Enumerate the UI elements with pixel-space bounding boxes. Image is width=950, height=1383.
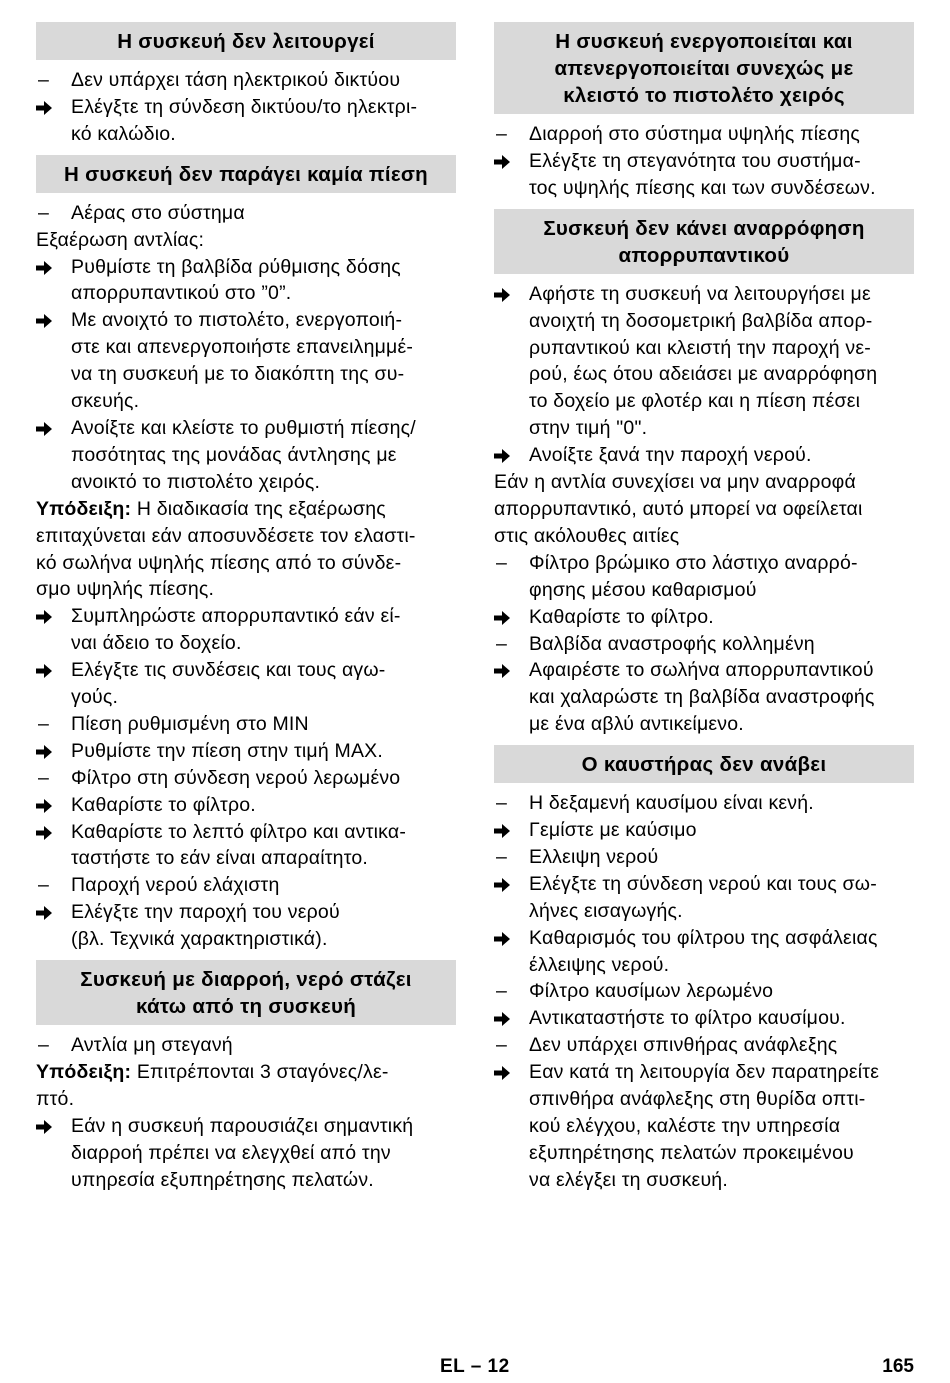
item-text: Δεν υπάρχει σπινθήρας ανάφλεξης xyxy=(529,1034,838,1057)
remedy-item xyxy=(494,657,914,738)
remedy-item xyxy=(494,281,914,442)
section-heading: Η συσκευή ενεργοποιείται και απενεργοποιείται συνεχώς με κλειστό το πιστολέτο χειρός xyxy=(494,22,914,114)
dash-marker: – xyxy=(38,201,50,224)
cause-item xyxy=(36,711,456,738)
remedy-item xyxy=(494,871,914,925)
arrow-right-icon xyxy=(494,288,510,302)
arrow-right-icon xyxy=(36,906,52,920)
right-column xyxy=(494,22,914,1194)
item-text: Βαλβίδα αναστροφής κολλημένη xyxy=(529,632,815,655)
cause-item xyxy=(494,844,914,871)
dash-marker: – xyxy=(496,1034,508,1057)
item-text: Ανοίξτε ξανά την παροχή νερού. xyxy=(529,444,812,467)
dash-marker: – xyxy=(496,792,508,815)
cause-item xyxy=(494,978,914,1005)
section-heading: Η συσκευή δεν λειτουργεί xyxy=(36,22,456,60)
item-text: Φίλτρο βρώμικο στο λάστιχο αναρρό- φησης μέσου καθαρισμού xyxy=(529,551,858,601)
item-text: Καθαρίστε το φίλτρο. xyxy=(71,793,256,816)
remedy-item xyxy=(494,148,914,202)
section-spacer xyxy=(36,953,456,960)
item-text: Ελέγξτε τη σύνδεση νερού και τους σω- λήνες εισαγωγής. xyxy=(529,872,877,922)
dash-marker: – xyxy=(38,69,50,91)
arrow-right-icon xyxy=(494,611,510,625)
section-spacer xyxy=(494,738,914,745)
item-text: Συμπληρώστε απορρυπαντικό εάν εί- ναι άδειο το δοχείο. xyxy=(71,605,401,655)
cause-item xyxy=(494,550,914,604)
cause-item xyxy=(36,200,456,227)
remedy-item xyxy=(36,1113,456,1194)
arrow-right-icon xyxy=(494,1012,510,1026)
dash-marker: – xyxy=(38,766,50,789)
item-text: Ρυθμίστε τη βαλβίδα ρύθμισης δόσης απορρυπαντικού στο ”0”. xyxy=(71,255,401,305)
item-text: Διαρροή στο σύστημα υψηλής πίεσης xyxy=(529,123,861,145)
remedy-item xyxy=(494,1059,914,1194)
item-text: Εάν η αντλία συνεχίσει να μην αναρροφά απορρυπαντικό, αυτό μπορεί να οφείλεται στις ακόλουθες αιτίες xyxy=(494,471,863,547)
remedy-item xyxy=(494,604,914,631)
item-text: Δεν υπάρχει τάση ηλεκτρικού δικτύου xyxy=(71,69,401,91)
cause-item xyxy=(494,631,914,658)
arrow-right-icon xyxy=(494,664,510,678)
item-text: Καθαρίστε το φίλτρο. xyxy=(529,605,714,628)
arrow-right-icon xyxy=(494,1066,510,1080)
arrow-right-icon xyxy=(36,610,52,624)
remedy-item xyxy=(36,792,456,819)
arrow-right-icon xyxy=(494,932,510,946)
arrow-right-icon xyxy=(36,101,52,115)
arrow-right-icon xyxy=(494,155,510,169)
item-text: Φίλτρο καυσίμων λερωμένο xyxy=(529,980,774,1003)
item-text: Αφαιρέστε το σωλήνα απορρυπαντικού και χαλαρώστε τη βαλβίδα αναστροφής με ένα αβλύ αντικείμενο. xyxy=(529,659,875,736)
arrow-right-icon xyxy=(36,799,52,813)
item-text: Ελέγξτε τις συνδέσεις και τους αγω- γούς. xyxy=(71,659,386,709)
item-text: Εάν η συσκευή παρουσιάζει σημαντική διαρροή πρέπει να ελεγχθεί από την υπηρεσία εξυπηρέτησης πελατών. xyxy=(71,1114,414,1191)
item-text: Καθαρίστε το λεπτό φίλτρο και αντικα- ταστήστε το εάν είναι απαραίτητο. xyxy=(71,820,407,870)
left-column xyxy=(36,22,456,1194)
cause-item xyxy=(36,765,456,792)
cause-item xyxy=(494,790,914,817)
item-text: Αφήστε τη συσκευή να λειτουργήσει με ανοιχτή τη δοσομετρική βαλβίδα απορ- ρυπαντικού και κλειστή την παροχή νε- ρού, έως ότου αδειάσει με αναρρόφηση το δοχείο με φλοτέρ και η πίεση πέσει στην τιμή "0". xyxy=(529,282,878,440)
dash-marker: – xyxy=(496,551,508,574)
dash-marker: – xyxy=(38,1034,50,1057)
arrow-right-icon xyxy=(36,314,52,328)
item-text: Η δεξαμενή καυσίμου είναι κενή. xyxy=(529,792,814,815)
remedy-item xyxy=(36,819,456,873)
dash-marker: – xyxy=(496,980,508,1003)
cause-item xyxy=(494,1032,914,1059)
remedy-item xyxy=(36,415,456,496)
item-text: Ελέγξτε την παροχή του νερού (βλ. Τεχνικά χαρακτηριστικά). xyxy=(71,901,340,951)
item-text: Η διαδικασία της εξαέρωσης επιταχύνεται εάν αποσυνδέσετε τον ελαστι- κό σωλήνα υψηλής πίεσης από το σύνδε- σμο υψηλής πίεσης. xyxy=(36,497,416,601)
cause-item xyxy=(494,121,914,148)
dash-marker: – xyxy=(496,845,508,868)
section-heading: Ο καυστήρας δεν ανάβει xyxy=(494,745,914,783)
text-paragraph xyxy=(494,469,914,550)
item-text: Αέρας στο σύστημα xyxy=(71,201,245,224)
section-spacer xyxy=(494,202,914,209)
note-label: Υπόδειξη: xyxy=(36,497,132,520)
footer-page-number: 165 xyxy=(882,1356,914,1377)
remedy-item xyxy=(494,817,914,844)
note-paragraph xyxy=(36,496,456,604)
text-paragraph xyxy=(36,227,456,254)
cause-item xyxy=(36,1032,456,1059)
remedy-item xyxy=(494,442,914,469)
arrow-right-icon xyxy=(36,422,52,436)
item-text: Πίεση ρυθμισμένη στο MIN xyxy=(71,712,309,735)
arrow-right-icon xyxy=(36,745,52,759)
arrow-right-icon xyxy=(36,261,52,275)
dash-marker: – xyxy=(496,123,508,145)
item-text: Επιτρέπονται 3 σταγόνες/λε- πτό. xyxy=(36,1061,389,1110)
arrow-right-icon xyxy=(494,878,510,892)
item-text: Εαν κατά τη λειτουργία δεν παρατηρείτε σπινθήρα ανάφλεξης στη θυρίδα οπτι- κού ελέγχου, καλέστε την υπηρεσία εξυπηρέτησης πελατών προκειμένου να ελέγξει τη συσκευή. xyxy=(529,1061,880,1191)
dash-marker: – xyxy=(38,874,50,897)
arrow-right-icon xyxy=(494,824,510,838)
note-label: Υπόδειξη: xyxy=(36,1061,132,1083)
remedy-item xyxy=(494,1005,914,1032)
remedy-item xyxy=(36,254,456,308)
item-text: Φίλτρο στη σύνδεση νερού λερωμένο xyxy=(71,766,401,789)
arrow-right-icon xyxy=(36,664,52,678)
item-text: Με ανοιχτό το πιστολέτο, ενεργοποιή- στε και απενεργοποιήστε επανειλημμέ- να τη συσκευή με το διακόπτη της συ- σκευής. xyxy=(71,309,414,413)
section-heading: Συσκευή με διαρροή, νερό στάζει κάτω από τη συσκευή xyxy=(36,960,456,1025)
item-text: Αντλία μη στεγανή xyxy=(71,1034,233,1057)
item-text: Ελλειψη νερού xyxy=(529,845,659,868)
remedy-item xyxy=(36,738,456,765)
item-text: Ελέγξτε τη στεγανότητα του συστήμα- τος υψηλής πίεσης και των συνδέσεων. xyxy=(529,149,876,199)
arrow-right-icon xyxy=(36,1120,52,1134)
arrow-right-icon xyxy=(494,449,510,463)
remedy-item xyxy=(36,94,456,148)
cause-item xyxy=(36,67,456,94)
item-text: Εξαέρωση αντλίας: xyxy=(36,228,205,251)
arrow-right-icon xyxy=(36,826,52,840)
dash-marker: – xyxy=(38,712,50,735)
remedy-item xyxy=(36,603,456,657)
item-text: Ελέγξτε τη σύνδεση δικτύου/το ηλεκτρι- κό καλώδιο. xyxy=(71,95,418,145)
section-heading: Συσκευή δεν κάνει αναρρόφηση απορρυπαντικού xyxy=(494,209,914,274)
item-text: Ανοίξτε και κλείστε το ρυθμιστή πίεσης/ ποσότητας της μονάδας άντλησης με ανοικτό το πιστολέτο χειρός. xyxy=(71,416,416,493)
footer-language-page-code: EL – 12 xyxy=(440,1356,510,1377)
remedy-item xyxy=(494,925,914,979)
item-text: Ρυθμίστε την πίεση στην τιμή MAX. xyxy=(71,739,383,762)
item-text: Παροχή νερού ελάχιστη xyxy=(71,874,280,897)
remedy-item xyxy=(36,899,456,953)
dash-marker: – xyxy=(496,632,508,655)
section-heading: Η συσκευή δεν παράγει καμία πίεση xyxy=(36,155,456,193)
cause-item xyxy=(36,872,456,899)
remedy-item xyxy=(36,307,456,415)
item-text: Αντικαταστήστε το φίλτρο καυσίμου. xyxy=(529,1007,846,1030)
section-spacer xyxy=(36,148,456,155)
item-text: Καθαρισμός του φίλτρου της ασφάλειας έλλειψης νερού. xyxy=(529,926,878,976)
remedy-item xyxy=(36,657,456,711)
item-text: Γεμίστε με καύσιμο xyxy=(529,819,697,842)
note-paragraph xyxy=(36,1059,456,1113)
